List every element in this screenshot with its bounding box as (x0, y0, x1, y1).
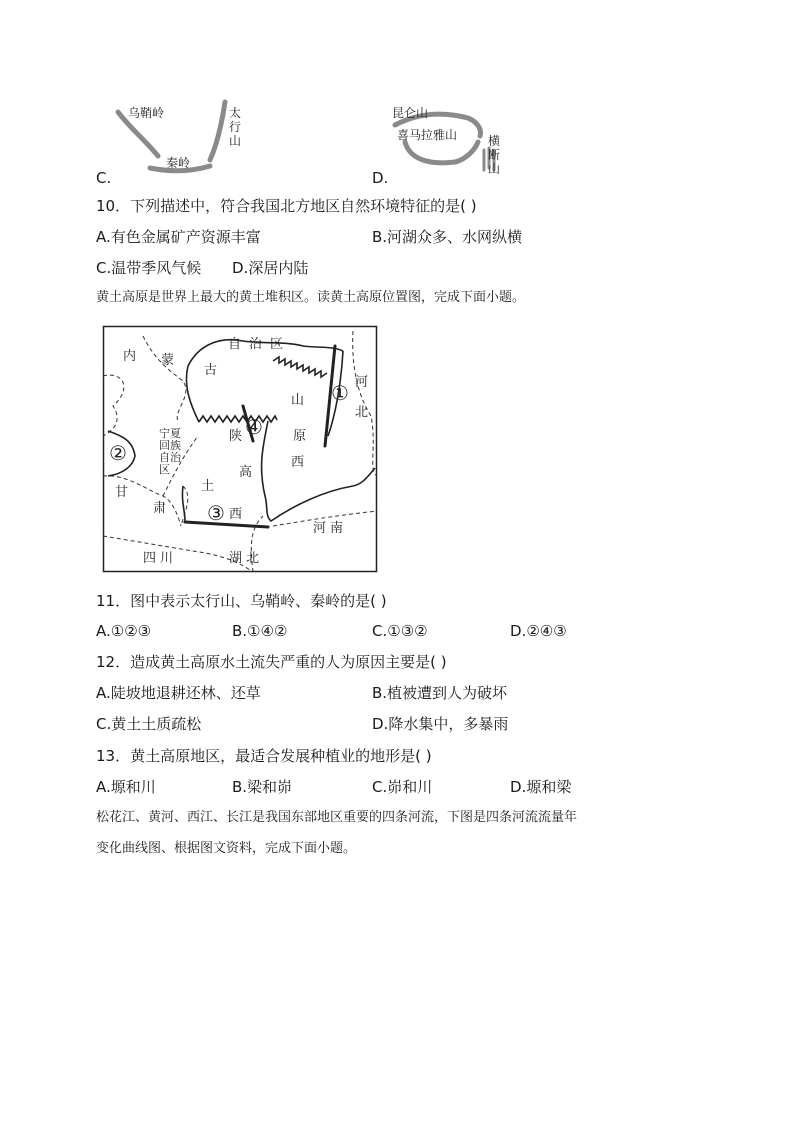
map-marker-2: ② (109, 441, 127, 465)
map-marker-3: ③ (207, 501, 225, 525)
map-label-yuan: 原 (293, 429, 307, 444)
label-taihang: 太行山 (228, 106, 241, 148)
passage-loess: 黄土高原是世界上最大的黄土堆积区。读黄土高原位置图，完成下面小题。 (96, 290, 526, 305)
q13-option-b[interactable]: B.梁和峁 (232, 778, 293, 796)
q12-stem: 12．造成黄土高原水土流失严重的人为原因主要是( ) (96, 653, 447, 671)
q12-option-a[interactable]: A.陡坡地退耕还林、还草 (96, 684, 261, 702)
q11-option-a[interactable]: A.①②③ (96, 622, 152, 640)
map-label-hubei: 湖北 (229, 551, 264, 566)
q13-option-c[interactable]: C.峁和川 (372, 778, 433, 796)
label-hengduan: 横断山 (487, 134, 500, 176)
label-wu: 乌鞘岭 (128, 106, 165, 120)
q10-option-d[interactable]: D.深居内陆 (232, 259, 309, 277)
label-kunlun: 昆仑山 (392, 106, 429, 120)
map-marker-4: ④ (245, 415, 263, 439)
q11-option-c[interactable]: C.①③② (372, 622, 428, 640)
map-label-shan-jin: 山 (291, 393, 305, 408)
passage-rivers-line-2: 变化曲线图、根据图文资料，完成下面小题。 (96, 841, 357, 856)
map-label-ningxia: 宁夏回族自治区 (159, 427, 181, 476)
map-label-henan: 河南 (313, 521, 348, 536)
q10-option-b[interactable]: B.河湖众多、水网纵横 (372, 228, 523, 246)
q10-stem: 10．下列描述中，符合我国北方地区自然环境特征的是( ) (96, 197, 477, 215)
himalaya-line (405, 142, 478, 163)
q12-option-d[interactable]: D.降水集中，多暴雨 (372, 715, 509, 733)
map-label-sichuan: 四川 (143, 551, 178, 566)
q12-option-c[interactable]: C.黄土土质疏松 (96, 715, 202, 733)
loess-plateau-map (103, 326, 377, 572)
q13-option-a[interactable]: A.塬和川 (96, 778, 156, 796)
map-label-gu: 古 (204, 363, 218, 378)
q12-option-b[interactable]: B.植被遭到人为破坏 (372, 684, 508, 702)
option-d-letter: D. (372, 169, 389, 187)
map-label-nei: 内 (123, 349, 137, 364)
q11-option-d[interactable]: D.②④③ (510, 622, 567, 640)
map-label-he: 河 (355, 375, 369, 390)
map-label-su: 肃 (153, 501, 167, 516)
q13-option-d[interactable]: D.塬和梁 (510, 778, 572, 796)
label-himalaya: 喜马拉雅山 (397, 128, 458, 142)
label-qinling: 秦岭 (166, 156, 191, 170)
passage-rivers-line-1: 松花江、黄河、西江、长江是我国东部地区重要的四条河流，下图是四条河流流量年 (96, 810, 578, 825)
q10-option-c[interactable]: C.温带季风气候 (96, 259, 202, 277)
map-label-bei: 北 (355, 405, 369, 420)
q11-stem: 11．图中表示太行山、乌鞘岭、秦岭的是( ) (96, 592, 387, 610)
map-label-shaan: 陕 (229, 429, 243, 444)
map-label-gao: 高 (239, 465, 253, 480)
map-label-xi-jin: 西 (291, 455, 305, 470)
map-label-gan: 甘 (115, 485, 129, 500)
option-c-letter: C. (96, 169, 112, 187)
q10-option-a[interactable]: A.有色金属矿产资源丰富 (96, 228, 261, 246)
map-label-xi-shaan: 西 (229, 507, 243, 522)
map-label-zizhiqu: 自治区 (228, 337, 292, 352)
map-label-tu: 土 (201, 479, 215, 494)
map-marker-1: ① (331, 381, 349, 405)
map-label-meng: 蒙 (161, 353, 175, 368)
q13-stem: 13．黄土高原地区，最适合发展种植业的地形是( ) (96, 747, 432, 765)
q11-option-b[interactable]: B.①④② (232, 622, 288, 640)
